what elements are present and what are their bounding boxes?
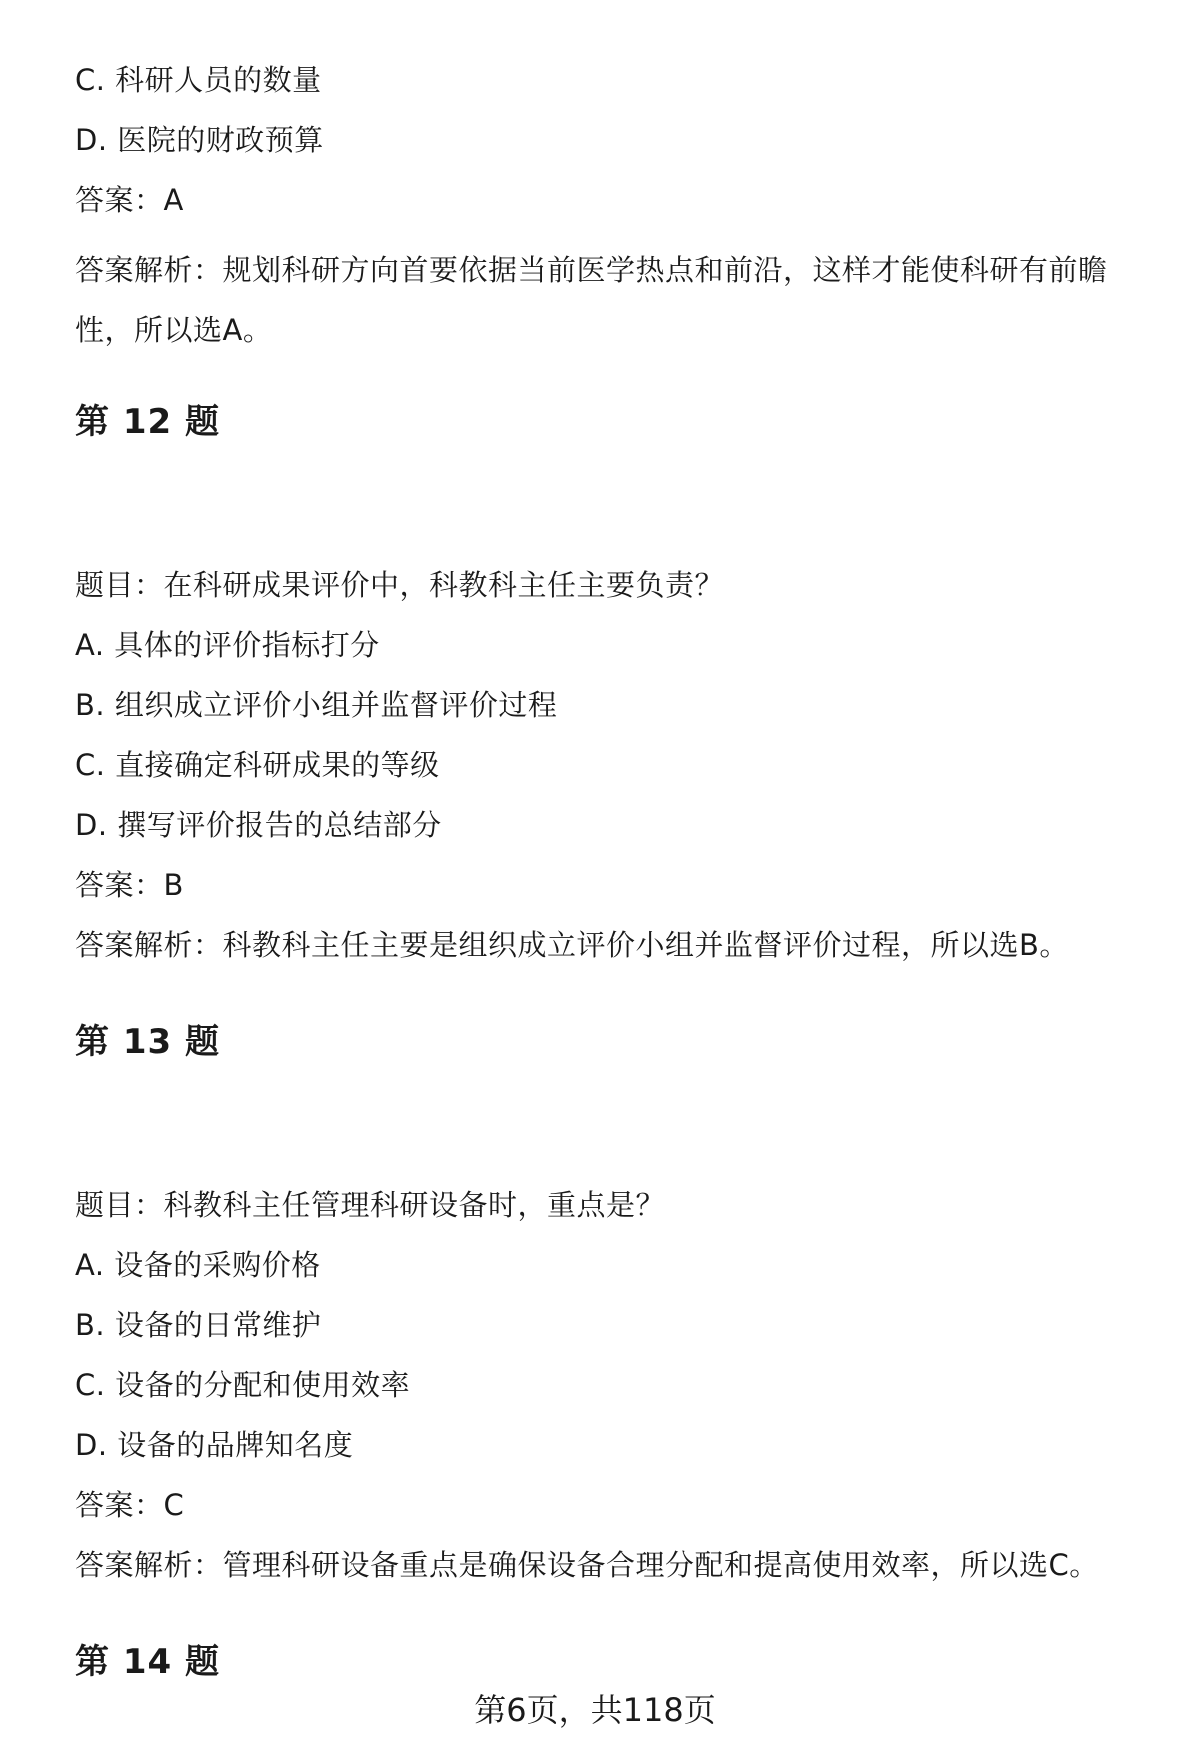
option-c: C. 直接确定科研成果的等级	[75, 748, 440, 782]
option-a: A. 具体的评价指标打分	[75, 628, 380, 662]
answer: 答案：B	[75, 868, 184, 902]
answer-analysis: 答案解析：科教科主任主要是组织成立评价小组并监督评价过程，所以选B。	[75, 928, 1069, 962]
question-heading: 第 12 题	[75, 402, 220, 442]
option-d: D. 设备的品牌知名度	[75, 1428, 354, 1462]
option-d: D. 医院的财政预算	[75, 123, 324, 157]
answer: 答案：C	[75, 1488, 185, 1522]
option-b: B. 设备的日常维护	[75, 1308, 322, 1342]
question-heading: 第 13 题	[75, 1022, 220, 1062]
option-d: D. 撰写评价报告的总结部分	[75, 808, 442, 842]
option-c: C. 设备的分配和使用效率	[75, 1368, 411, 1402]
question-text: 题目：在科研成果评价中，科教科主任主要负责？	[75, 568, 725, 602]
option-c: C. 科研人员的数量	[75, 63, 322, 97]
answer-analysis: 答案解析：管理科研设备重点是确保设备合理分配和提高使用效率，所以选C。	[75, 1548, 1099, 1582]
question-heading: 第 14 题	[75, 1642, 220, 1682]
page-number: 第6页，共118页	[474, 1691, 716, 1729]
answer-analysis: 答案解析：规划科研方向首要依据当前医学热点和前沿，这样才能使科研有前瞻性，所以选A。	[75, 253, 1108, 347]
option-a: A. 设备的采购价格	[75, 1248, 321, 1282]
question-text: 题目：科教科主任管理科研设备时，重点是？	[75, 1188, 666, 1222]
option-b: B. 组织成立评价小组并监督评价过程	[75, 688, 558, 722]
answer: 答案：A	[75, 183, 184, 217]
